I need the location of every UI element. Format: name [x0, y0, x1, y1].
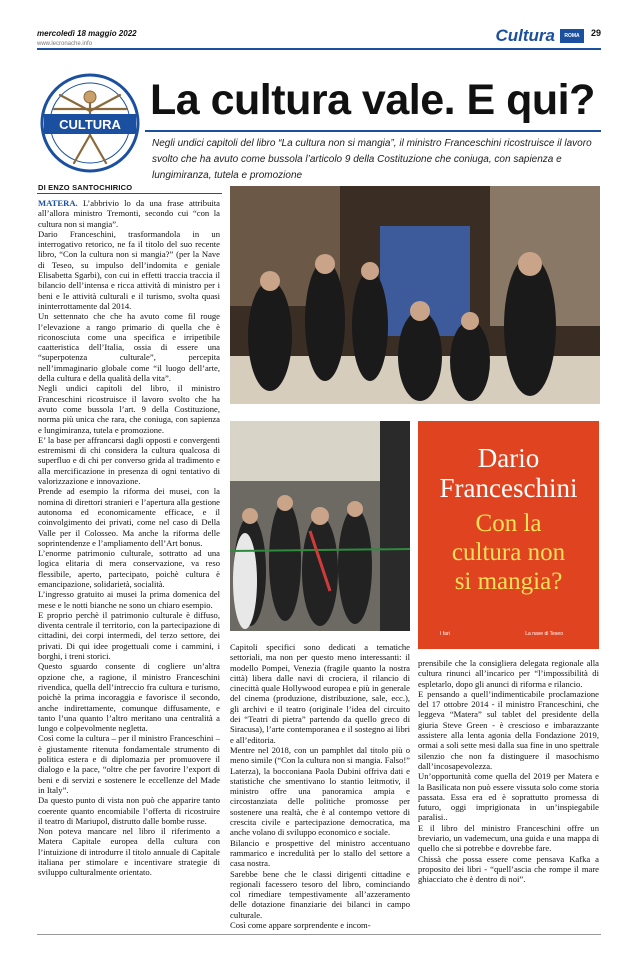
newspaper-logo: ROMA	[560, 29, 584, 43]
headline: La cultura vale. E qui?	[150, 76, 595, 124]
paragraph: Un’opportunità come quella del 2019 per Matera e la Basilicata non può essere vissuta solo come storia passata. Essa era ed è soprattutto promessa di futuro, oggi imprigionata in un’inspiegabile paralisi..	[418, 771, 599, 823]
paragraph: Capitoli specifici sono dedicati a tematiche settoriali, ma non per questo meno interessanti: il modello Pompei, Venezia (fragile quanto la nostra città) libera dalle navi di crociera, il rilancio di cinecittà quale Hollywood europea e più in generale del cinema (produzione, distribuzione, sale, ecc.), gli archivi e il teatro (originale l’idea del circuito dei “Teatri di pietra” partendo da quello greco di Siracusa), l’arte contemporanea e il sostegno ai libri e all’editoria.	[230, 642, 410, 745]
book-author-last: Franceschini	[439, 473, 578, 503]
paragraph: E il libro del ministro Franceschini offre un breviario, un vademecum, una guida e una mappa di quello che si potrebbe e dovrebbe fare.	[418, 822, 599, 854]
cultura-logo	[40, 73, 140, 173]
paragraph: Non poteva mancare nel libro il riferimento a Matera Capitale europea della cultura con l’intuizione di introdurre il titolo annuale di Capitale italiana per stimolare e incentivare strategie di sviluppo culturalmente orientato.	[38, 826, 220, 878]
footer-divider	[37, 934, 601, 935]
paragraph: Dario Franceschini, trasformandola in un interrogativo retorico, ne fa il titolo del suo recente libro, “Con la cultura non si mangia?” (per la Nave di Teseo, su impulso dell’indomita e geniale Elisabetta Sgarbi), con cui in effetti traccia traccia il bilancio dell’intensa e ricca attività di ministro per i beni e le attività culturali e il turismo, svolta quasi ininterrottamente dal 2014.	[38, 228, 220, 311]
paragraph: E proprio perchè il patrimonio culturale è diffuso, diventa centrale il territorio, con la partecipazione di cittadini, dei corpi intermedi, del terzo settore, dei privati. Di qui idee progettuali come i cammini, i borghi, i treni storici.	[38, 609, 220, 662]
dateline: MATERA.	[38, 198, 78, 208]
paragraph: Negli undici capitoli del libro, il ministro Franceschini ricostruisce il lavoro svolto che ha avuto come bussola l’art. 9 della Costituzione, norma più unica che rara, che coniuga, con sapienza e lungimiranza, tutela e promozione.	[38, 383, 220, 435]
headline-divider	[145, 130, 601, 132]
book-title-line: cultura non	[451, 539, 566, 566]
article-column-1	[38, 198, 220, 928]
header-divider	[37, 48, 601, 50]
subheadline: Negli undici capitoli del libro “La cultura non si mangia”, il ministro Franceschini ricostruisce il lavoro svolto che ha avuto come bussola l’articolo 9 della Costituzione che coniuga, con sapienza e lungimiranza, tutela e promozione	[152, 138, 592, 181]
page-number: 29	[590, 28, 601, 38]
article-column-3	[418, 658, 599, 930]
paragraph: E pensando a quell’indimenticabile proclamazione del 17 ottobre 2014 - il ministro Franceschini, che leggeva “Matera” sul tablet del presidente della giuria Steve Green - è crescioso e imbarazzante assistere alla lenta agonia della Fondazione 2019, ormai a soli sette mesi dalla sua fine in uno spettrale silenzio che non fa distinguere il masochismo dall’incosapevolezza.	[418, 688, 599, 771]
book-publisher: La nave di Teseo	[525, 631, 563, 637]
logo-label: CULTURA	[59, 117, 121, 132]
book-series: I fari	[440, 631, 450, 637]
byline: DI ENZO SANTOCHIRICO	[38, 183, 133, 192]
ribbon-cutting-photo	[230, 421, 410, 631]
paragraph: prensibile che la consigliera delegata regionale alla cultura rinunci all’incarico per “l’impossibilità di espletarlo, dopo gli anunci di riforma e rilancio.	[418, 658, 599, 689]
paragraph-text: L’abbrivio lo da una frase attribuita all’allora ministro Tremonti, secondo cui “con la cultura non si mangia”.	[38, 198, 220, 229]
paragraph: L’enorme patrimonio culturale, sottratto ad una logica elitaria di mera conservazione, va reso flessibile, aperto, partecipato, poichè cultura è emancipazione, solidarietà, socialità.	[38, 548, 220, 589]
issue-date: mercoledì 18 maggio 2022	[37, 29, 137, 38]
section-title: Cultura	[495, 26, 555, 45]
paragraph: Prende ad esempio la riforma dei musei, con la nomina di direttori stranieri e l’apertura alla gestione autonoma ed economicamente efficace, e il coinvolgimento dei privati, come nel caso di Della Valle per il Colosseo. Ma anche la riforma delle soprintendenze e l’ampliamento dell’Art bonus.	[38, 486, 220, 548]
paragraph: Bilancio e prospettive del ministro accentuano rammarico e incredulità per lo stallo del settore a casa nostra.	[230, 837, 410, 869]
book-author	[418, 443, 599, 503]
page-header	[37, 28, 601, 48]
paragraph: Mentre nel 2018, con un pamphlet dal titolo più o meno simile (“Con la cultura non si mangia. Falso!” Laterza), la bocconiana Paola Dubini offriva dati e statistiche che smentivano lo stantio leitmotiv, il ministro offre una panoramica ampia e circostanziata delle politiche promosse per sostenere una realtà, che è al contempo vettore di crescita civile e partecipazione democratica, ma anche volano di sviluppo economico e sociale.	[230, 744, 410, 838]
paragraph: Chissà che possa essere come pensava Kafka a proposito dei libri - “quell’ascia che rompe il mare ghiacciato che è dentro di noi”.	[418, 853, 599, 885]
site-url[interactable]: www.lecronache.info	[37, 41, 93, 47]
byline-divider	[37, 193, 222, 194]
paragraph: Così come appare sorprendente e incom-	[230, 920, 371, 930]
book-cover	[418, 421, 599, 649]
paragraph: Un settennato che che ha avuto come fil rouge l’elevazione a rango primario di quella che è riconosciuta come una specifica e irripetibile caatteristica dell’Italia, ossia di essere una “superpotenza culturale”, percepita nell’immaginario globale come “il luogo dell’arte, della cultura e della qualità della vita”.	[38, 311, 220, 384]
event-photo	[230, 186, 600, 404]
paragraph	[38, 198, 220, 229]
book-author-first: Dario	[477, 443, 540, 473]
article-column-2	[230, 642, 410, 930]
book-title-line: si mangia?	[454, 568, 563, 595]
book-title	[418, 509, 599, 596]
book-title-line: Con la	[475, 510, 542, 537]
paragraph: Sarebbe bene che le classi dirigenti cittadine e regionali facessero tesoro del libro, cominciando col rimediare tempestivamente all’azzeramento delle dotazione finanziarie dei bilanci in campo culturale.	[230, 868, 410, 920]
paragraph: Questo sguardo consente di cogliere un’altra opzione che, a ragione, il ministro Franceschini rivendica, quella dell’intreccio fra cultura e turismo, poichè la prima incoraggia e favorisce il secondo, anche indirettamente, comunque diffusamente, e tanto l’una quanto l’altro meritano una centralità a lungo e colpevolmente negletta.	[38, 661, 220, 734]
paragraph: L’ingresso gratuito ai musei la prima domenica del mese e le notti bianche ne sono un chiaro esempio.	[38, 589, 220, 610]
paragraph: Da questo punto di vista non può che apparire tanto coerente quanto encomiabile l’offerta di ricostruire il teatro di Mariupol, distrutto dalle bombe russe.	[38, 795, 220, 826]
paragraph: Così come la cultura – per il ministro Franceschini – è giustamente ritenuta fondamentale strumento di politica estera e di diplomazia per promuovere il dialogo e la pace, “oltre che per favorire l’export di beni e di servizi e sostenere le eccellenze del Made in Italy”.	[38, 733, 220, 795]
paragraph: E’ la base per affrancarsi dagli opposti e convergenti estremismi di chi considera la cultura qualcosa di superfluo e di chi per converso grida al tradimento e alla mercificazione in presenza di ogni tentativo di valorizzazione e innovazione.	[38, 434, 220, 487]
